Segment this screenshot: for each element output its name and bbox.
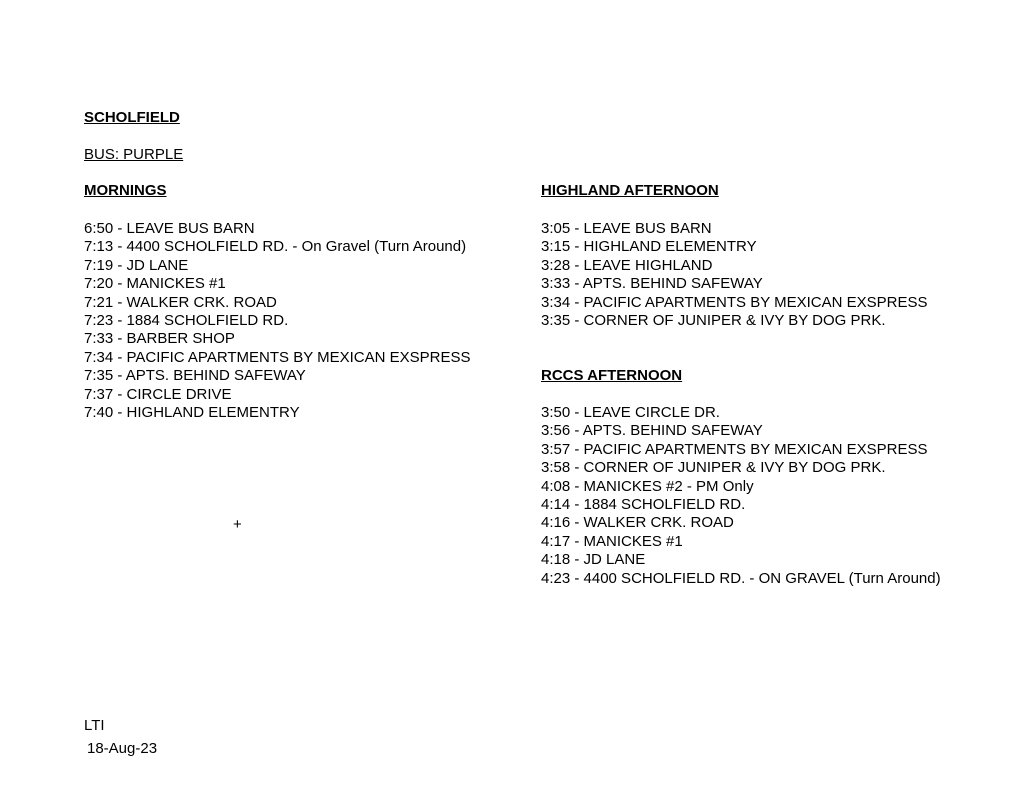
route-title: SCHOLFIELD	[84, 109, 180, 126]
list-item: 7:21 - WALKER CRK. ROAD	[84, 293, 277, 311]
list-item: 7:20 - MANICKES #1	[84, 275, 226, 293]
highland-afternoon-heading: HIGHLAND AFTERNOON	[541, 182, 719, 199]
list-item: 4:16 - WALKER CRK. ROAD	[541, 514, 734, 532]
bus-color-label: BUS: PURPLE	[84, 146, 184, 163]
list-item: 7:40 - HIGHLAND ELEMENTRY	[84, 404, 300, 422]
list-item: 4:18 - JD LANE	[541, 551, 646, 569]
mornings-heading: MORNINGS	[84, 182, 167, 199]
rccs-afternoon-heading: RCCS AFTERNOON	[541, 367, 683, 384]
footer-date: 18-Aug-23	[87, 740, 158, 757]
list-item: 3:33 - APTS. BEHIND SAFEWAY	[541, 275, 763, 293]
list-item: 3:28 - LEAVE HIGHLAND	[541, 256, 713, 274]
list-item: 3:57 - PACIFIC APARTMENTS BY MEXICAN EXSPRESS	[541, 440, 928, 458]
list-item: 3:05 - LEAVE BUS BARN	[541, 220, 712, 237]
list-item: 3:58 - CORNER OF JUNIPER & IVY BY DOG PRK.	[541, 459, 886, 477]
list-item: 3:35 - CORNER OF JUNIPER & IVY BY DOG PRK.	[541, 312, 886, 330]
rccs-afternoon-stop-list	[541, 404, 941, 588]
list-item: 7:13 - 4400 SCHOLFIELD RD. - On Gravel (Turn Around)	[84, 238, 467, 256]
list-item: 4:08 - MANICKES #2 - PM Only	[541, 477, 754, 495]
plus-mark: +	[233, 516, 242, 533]
list-item: 3:56 - APTS. BEHIND SAFEWAY	[541, 422, 763, 440]
footer-initials: LTI	[84, 717, 105, 734]
list-item: 7:37 - CIRCLE DRIVE	[84, 385, 232, 403]
list-item: 3:15 - HIGHLAND ELEMENTRY	[541, 238, 757, 256]
list-item: 4:23 - 4400 SCHOLFIELD RD. - ON GRAVEL (Turn Around)	[541, 569, 941, 587]
list-item: 7:35 - APTS. BEHIND SAFEWAY	[84, 367, 306, 385]
highland-afternoon-stop-list	[541, 220, 928, 330]
mornings-stop-list	[84, 220, 471, 422]
list-item: 4:17 - MANICKES #1	[541, 532, 683, 550]
list-item: 7:19 - JD LANE	[84, 256, 189, 274]
list-item: 7:34 - PACIFIC APARTMENTS BY MEXICAN EXSPRESS	[84, 348, 471, 366]
list-item: 7:33 - BARBER SHOP	[84, 330, 235, 348]
list-item: 3:50 - LEAVE CIRCLE DR.	[541, 404, 720, 421]
list-item: 3:34 - PACIFIC APARTMENTS BY MEXICAN EXSPRESS	[541, 293, 928, 311]
list-item: 7:23 - 1884 SCHOLFIELD RD.	[84, 312, 289, 330]
list-item: 6:50 - LEAVE BUS BARN	[84, 220, 255, 237]
list-item: 4:14 - 1884 SCHOLFIELD RD.	[541, 496, 746, 514]
